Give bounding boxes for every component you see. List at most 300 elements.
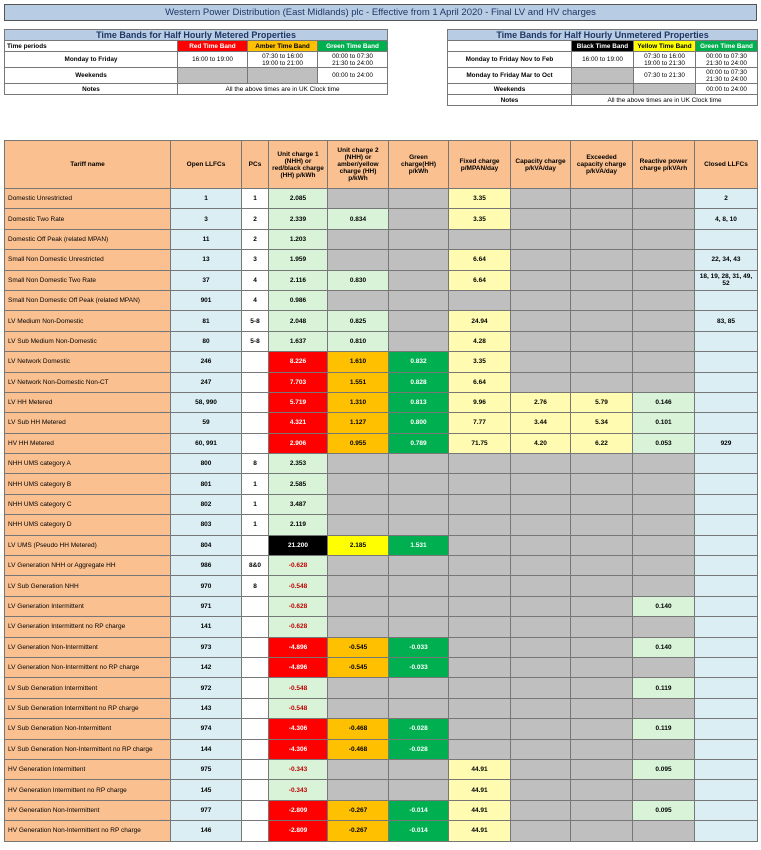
pcs-cell: [242, 800, 269, 820]
header-fixed-charge: Fixed charge p/MPAN/day: [449, 141, 511, 189]
black-band-label: Black Time Band: [572, 41, 634, 52]
reactive-power-cell: [633, 229, 695, 249]
unit-charge-2-cell: -0.267: [328, 821, 389, 841]
fixed-charge-cell: 6.64: [449, 250, 511, 270]
table-row: [5, 454, 758, 474]
green-charge-cell: [389, 270, 449, 290]
unit-charge-1-cell: -4.306: [269, 739, 328, 759]
header-closed-llfcs: Closed LLFCs: [695, 141, 758, 189]
unit-charge-1-cell: 0.986: [269, 290, 328, 310]
green-charge-cell: [389, 229, 449, 249]
header-open-llfcs: Open LLFCs: [171, 141, 242, 189]
unit-charge-1-cell: 8.226: [269, 352, 328, 372]
fixed-charge-cell: 9.96: [449, 392, 511, 412]
green-charge-cell: [389, 596, 449, 616]
fixed-charge-cell: [449, 556, 511, 576]
pcs-cell: 8&0: [242, 556, 269, 576]
hh-weekend-label: Weekends: [5, 68, 178, 84]
table-row: [5, 433, 758, 453]
open-llfc-cell: 1: [171, 189, 242, 209]
exceeded-capacity-cell: [571, 515, 633, 535]
green-charge-cell: 1.531: [389, 535, 449, 555]
capacity-charge-cell: [511, 209, 571, 229]
capacity-charge-cell: [511, 494, 571, 514]
fixed-charge-cell: [449, 229, 511, 249]
header-reactive-power: Reactive power charge p/kVArh: [633, 141, 695, 189]
table-row: [5, 780, 758, 800]
unit-charge-2-cell: [328, 576, 389, 596]
exceeded-capacity-cell: [571, 759, 633, 779]
tariff-name-cell: LV Generation Intermittent no RP charge: [5, 617, 171, 637]
hh-notes-text: All the above times are in UK Clock time: [178, 84, 388, 95]
um-time-bands-table: [447, 29, 758, 106]
capacity-charge-cell: [511, 800, 571, 820]
unit-charge-2-cell: 1.127: [328, 413, 389, 433]
unit-charge-2-cell: [328, 189, 389, 209]
unit-charge-1-cell: 2.906: [269, 433, 328, 453]
table-row: [5, 250, 758, 270]
pcs-cell: [242, 637, 269, 657]
open-llfc-cell: 970: [171, 576, 242, 596]
closed-llfc-cell: [695, 596, 758, 616]
fixed-charge-cell: [449, 454, 511, 474]
unit-charge-1-cell: -2.809: [269, 821, 328, 841]
green-band-label: Green Time Band: [318, 41, 388, 52]
closed-llfc-cell: [695, 800, 758, 820]
header-capacity-charge: Capacity charge p/kVA/day: [511, 141, 571, 189]
capacity-charge-cell: [511, 290, 571, 310]
unit-charge-1-cell: 3.487: [269, 494, 328, 514]
pcs-cell: 2: [242, 209, 269, 229]
reactive-power-cell: [633, 576, 695, 596]
pcs-cell: [242, 535, 269, 555]
unit-charge-1-cell: 2.585: [269, 474, 328, 494]
capacity-charge-cell: [511, 739, 571, 759]
tariff-name-cell: Domestic Unrestricted: [5, 189, 171, 209]
exceeded-capacity-cell: [571, 250, 633, 270]
closed-llfc-cell: 83, 85: [695, 311, 758, 331]
unit-charge-2-cell: -0.468: [328, 739, 389, 759]
capacity-charge-cell: [511, 596, 571, 616]
tariff-name-cell: LV Sub HH Metered: [5, 413, 171, 433]
closed-llfc-cell: [695, 229, 758, 249]
reactive-power-cell: [633, 372, 695, 392]
unit-charge-2-cell: 0.825: [328, 311, 389, 331]
capacity-charge-cell: [511, 515, 571, 535]
capacity-charge-cell: [511, 474, 571, 494]
unit-charge-2-cell: -0.545: [328, 637, 389, 657]
fixed-charge-cell: [449, 617, 511, 637]
tariff-name-cell: LV Sub Generation Intermittent no RP charge: [5, 698, 171, 718]
capacity-charge-cell: [511, 454, 571, 474]
open-llfc-cell: 973: [171, 637, 242, 657]
tariff-name-cell: LV Generation Intermittent: [5, 596, 171, 616]
exceeded-capacity-cell: [571, 474, 633, 494]
exceeded-capacity-cell: [571, 494, 633, 514]
reactive-power-cell: [633, 209, 695, 229]
closed-llfc-cell: [695, 454, 758, 474]
exceeded-capacity-cell: [571, 229, 633, 249]
tariff-name-cell: LV Medium Non-Domestic: [5, 311, 171, 331]
fixed-charge-cell: 3.35: [449, 352, 511, 372]
fixed-charge-cell: 44.91: [449, 780, 511, 800]
reactive-power-cell: [633, 739, 695, 759]
closed-llfc-cell: [695, 474, 758, 494]
pcs-cell: [242, 739, 269, 759]
exceeded-capacity-cell: [571, 189, 633, 209]
um-notes-text: All the above times are in UK Clock time: [572, 95, 758, 106]
pcs-cell: 1: [242, 474, 269, 494]
capacity-charge-cell: [511, 556, 571, 576]
exceeded-capacity-cell: [571, 719, 633, 739]
hh-weekday-red: 16:00 to 19:00: [178, 52, 248, 68]
table-row: [5, 290, 758, 310]
exceeded-capacity-cell: [571, 209, 633, 229]
pcs-cell: 2: [242, 229, 269, 249]
exceeded-capacity-cell: [571, 352, 633, 372]
um-notes-label: Notes: [448, 95, 572, 106]
exceeded-capacity-cell: [571, 617, 633, 637]
exceeded-capacity-cell: [571, 535, 633, 555]
closed-llfc-cell: [695, 678, 758, 698]
reactive-power-cell: [633, 290, 695, 310]
unit-charge-2-cell: [328, 290, 389, 310]
fixed-charge-cell: [449, 698, 511, 718]
pcs-cell: 8: [242, 454, 269, 474]
capacity-charge-cell: [511, 189, 571, 209]
unit-charge-1-cell: -0.548: [269, 698, 328, 718]
fixed-charge-cell: [449, 739, 511, 759]
header-green-charge: Green charge(HH) p/kWh: [389, 141, 449, 189]
exceeded-capacity-cell: [571, 270, 633, 290]
reactive-power-cell: [633, 780, 695, 800]
hh-weekend-green: 00:00 to 24:00: [318, 68, 388, 84]
exceeded-capacity-cell: [571, 678, 633, 698]
um-summer-label: Monday to Friday Mar to Oct: [448, 68, 572, 84]
capacity-charge-cell: 2.76: [511, 392, 571, 412]
open-llfc-cell: 58, 990: [171, 392, 242, 412]
um-summer-yellow: 07:30 to 21:30: [634, 68, 696, 84]
tariff-name-cell: NHH UMS category A: [5, 454, 171, 474]
exceeded-capacity-cell: 5.79: [571, 392, 633, 412]
table-row: [5, 678, 758, 698]
pcs-cell: 1: [242, 494, 269, 514]
reactive-power-cell: [633, 189, 695, 209]
green-charge-cell: [389, 780, 449, 800]
green-charge-cell: [389, 250, 449, 270]
um-winter-label: Monday to Friday Nov to Feb: [448, 52, 572, 68]
unit-charge-1-cell: -0.628: [269, 556, 328, 576]
tariff-table: [4, 140, 758, 842]
pcs-cell: [242, 596, 269, 616]
open-llfc-cell: 974: [171, 719, 242, 739]
capacity-charge-cell: [511, 352, 571, 372]
tariff-name-cell: LV Sub Generation Non-Intermittent no RP charge: [5, 739, 171, 759]
hh-bands-heading: Time Bands for Half Hourly Metered Properties: [5, 30, 388, 41]
green-charge-cell: [389, 209, 449, 229]
capacity-charge-cell: [511, 821, 571, 841]
capacity-charge-cell: [511, 229, 571, 249]
pcs-cell: [242, 617, 269, 637]
fixed-charge-cell: 4.28: [449, 331, 511, 351]
green-charge-cell: [389, 331, 449, 351]
tariff-name-cell: Domestic Off Peak (related MPAN): [5, 229, 171, 249]
capacity-charge-cell: [511, 372, 571, 392]
tariff-name-cell: NHH UMS category B: [5, 474, 171, 494]
capacity-charge-cell: [511, 780, 571, 800]
table-row: [5, 576, 758, 596]
reactive-power-cell: [633, 250, 695, 270]
um-weekend-green: 00:00 to 24:00: [696, 84, 758, 95]
pcs-cell: 1: [242, 515, 269, 535]
table-row: [5, 392, 758, 412]
unit-charge-1-cell: 1.637: [269, 331, 328, 351]
um-bands-heading: Time Bands for Half Hourly Unmetered Properties: [448, 30, 758, 41]
table-row: [5, 535, 758, 555]
unit-charge-2-cell: 1.551: [328, 372, 389, 392]
tariff-name-cell: HV Generation Non-Intermittent: [5, 800, 171, 820]
page-title: Western Power Distribution (East Midlands) plc - Effective from 1 April 2020 - Final LV and HV charges: [4, 4, 757, 21]
open-llfc-cell: 986: [171, 556, 242, 576]
fixed-charge-cell: 3.35: [449, 209, 511, 229]
pcs-cell: 5-8: [242, 331, 269, 351]
open-llfc-cell: 59: [171, 413, 242, 433]
hh-time-bands-table: [4, 29, 388, 95]
closed-llfc-cell: [695, 780, 758, 800]
table-row: [5, 596, 758, 616]
unit-charge-2-cell: 1.310: [328, 392, 389, 412]
open-llfc-cell: 146: [171, 821, 242, 841]
closed-llfc-cell: [695, 535, 758, 555]
exceeded-capacity-cell: [571, 698, 633, 718]
pcs-cell: [242, 413, 269, 433]
fixed-charge-cell: 6.64: [449, 372, 511, 392]
exceeded-capacity-cell: [571, 311, 633, 331]
exceeded-capacity-cell: 6.22: [571, 433, 633, 453]
capacity-charge-cell: [511, 657, 571, 677]
open-llfc-cell: 142: [171, 657, 242, 677]
green-charge-cell: [389, 515, 449, 535]
open-llfc-cell: 247: [171, 372, 242, 392]
open-llfc-cell: 81: [171, 311, 242, 331]
unit-charge-2-cell: -0.267: [328, 800, 389, 820]
exceeded-capacity-cell: [571, 331, 633, 351]
fixed-charge-cell: [449, 596, 511, 616]
pcs-cell: [242, 352, 269, 372]
unit-charge-1-cell: 2.085: [269, 189, 328, 209]
green-charge-cell: [389, 189, 449, 209]
unit-charge-2-cell: 2.185: [328, 535, 389, 555]
closed-llfc-cell: [695, 821, 758, 841]
closed-llfc-cell: 2: [695, 189, 758, 209]
closed-llfc-cell: [695, 392, 758, 412]
closed-llfc-cell: [695, 352, 758, 372]
pcs-cell: [242, 392, 269, 412]
reactive-power-cell: 0.095: [633, 759, 695, 779]
green-charge-cell: [389, 759, 449, 779]
tariff-name-cell: Small Non Domestic Two Rate: [5, 270, 171, 290]
um-winter-yellow: 07:30 to 16:00 19:00 to 21:30: [634, 52, 696, 68]
open-llfc-cell: 3: [171, 209, 242, 229]
pcs-cell: 3: [242, 250, 269, 270]
unit-charge-2-cell: [328, 596, 389, 616]
exceeded-capacity-cell: [571, 821, 633, 841]
open-llfc-cell: 975: [171, 759, 242, 779]
unit-charge-2-cell: 0.810: [328, 331, 389, 351]
unit-charge-1-cell: -4.306: [269, 719, 328, 739]
table-row: [5, 311, 758, 331]
capacity-charge-cell: [511, 331, 571, 351]
pcs-cell: [242, 433, 269, 453]
pcs-cell: [242, 780, 269, 800]
table-row: [5, 556, 758, 576]
green-charge-cell: 0.789: [389, 433, 449, 453]
unit-charge-1-cell: -2.809: [269, 800, 328, 820]
tariff-name-cell: LV Generation NHH or Aggregate HH: [5, 556, 171, 576]
unit-charge-1-cell: 4.321: [269, 413, 328, 433]
tariff-name-cell: LV Sub Generation Non-Intermittent: [5, 719, 171, 739]
hh-weekday-green: 00:00 to 07:30 21:30 to 24:00: [318, 52, 388, 68]
capacity-charge-cell: [511, 719, 571, 739]
closed-llfc-cell: [695, 759, 758, 779]
table-row: [5, 637, 758, 657]
capacity-charge-cell: 3.44: [511, 413, 571, 433]
reactive-power-cell: 0.119: [633, 719, 695, 739]
capacity-charge-cell: [511, 617, 571, 637]
unit-charge-2-cell: [328, 617, 389, 637]
capacity-charge-cell: [511, 270, 571, 290]
closed-llfc-cell: [695, 494, 758, 514]
pcs-cell: [242, 372, 269, 392]
fixed-charge-cell: [449, 657, 511, 677]
capacity-charge-cell: [511, 250, 571, 270]
unit-charge-2-cell: [328, 454, 389, 474]
exceeded-capacity-cell: [571, 596, 633, 616]
green-charge-cell: [389, 474, 449, 494]
tariff-name-cell: LV HH Metered: [5, 392, 171, 412]
unit-charge-1-cell: 5.719: [269, 392, 328, 412]
capacity-charge-cell: [511, 678, 571, 698]
tariff-name-cell: HV Generation Intermittent no RP charge: [5, 780, 171, 800]
um-weekend-yellow: [634, 84, 696, 95]
fixed-charge-cell: 71.75: [449, 433, 511, 453]
exceeded-capacity-cell: [571, 739, 633, 759]
closed-llfc-cell: [695, 556, 758, 576]
reactive-power-cell: [633, 494, 695, 514]
closed-llfc-cell: [695, 617, 758, 637]
open-llfc-cell: 141: [171, 617, 242, 637]
header-tariff-name: Tariff name: [5, 141, 171, 189]
unit-charge-2-cell: [328, 780, 389, 800]
fixed-charge-cell: [449, 535, 511, 555]
table-row: [5, 189, 758, 209]
um-summer-black: [572, 68, 634, 84]
pcs-cell: [242, 698, 269, 718]
reactive-power-cell: [633, 556, 695, 576]
closed-llfc-cell: 18, 19, 28, 31, 49, 52: [695, 270, 758, 290]
open-llfc-cell: 802: [171, 494, 242, 514]
reactive-power-cell: 0.140: [633, 637, 695, 657]
um-blank-header: [448, 41, 572, 52]
open-llfc-cell: 143: [171, 698, 242, 718]
exceeded-capacity-cell: 5.34: [571, 413, 633, 433]
open-llfc-cell: 971: [171, 596, 242, 616]
unit-charge-2-cell: -0.545: [328, 657, 389, 677]
closed-llfc-cell: 929: [695, 433, 758, 453]
closed-llfc-cell: [695, 331, 758, 351]
closed-llfc-cell: [695, 290, 758, 310]
closed-llfc-cell: [695, 637, 758, 657]
tariff-name-cell: HV Generation Intermittent: [5, 759, 171, 779]
um-winter-black: 16:00 to 19:00: [572, 52, 634, 68]
fixed-charge-cell: 44.91: [449, 800, 511, 820]
table-row: [5, 515, 758, 535]
reactive-power-cell: [633, 657, 695, 677]
reactive-power-cell: [633, 821, 695, 841]
reactive-power-cell: [633, 454, 695, 474]
open-llfc-cell: 144: [171, 739, 242, 759]
pcs-cell: 1: [242, 189, 269, 209]
fixed-charge-cell: [449, 576, 511, 596]
fixed-charge-cell: [449, 290, 511, 310]
open-llfc-cell: 11: [171, 229, 242, 249]
closed-llfc-cell: [695, 657, 758, 677]
reactive-power-cell: 0.095: [633, 800, 695, 820]
hh-weekday-label: Monday to Friday: [5, 52, 178, 68]
green-charge-cell: [389, 454, 449, 474]
closed-llfc-cell: [695, 719, 758, 739]
um-summer-green: 00:00 to 07:30 21:30 to 24:00: [696, 68, 758, 84]
pcs-cell: 4: [242, 290, 269, 310]
unit-charge-1-cell: -0.343: [269, 759, 328, 779]
unit-charge-2-cell: [328, 759, 389, 779]
tariff-name-cell: Small Non Domestic Off Peak (related MPAN): [5, 290, 171, 310]
reactive-power-cell: [633, 474, 695, 494]
fixed-charge-cell: [449, 637, 511, 657]
green-charge-cell: -0.028: [389, 739, 449, 759]
table-row: [5, 352, 758, 372]
green-charge-cell: [389, 494, 449, 514]
tariff-name-cell: LV Network Non-Domestic Non-CT: [5, 372, 171, 392]
um-weekend-label: Weekends: [448, 84, 572, 95]
tariff-name-cell: NHH UMS category D: [5, 515, 171, 535]
pcs-cell: [242, 657, 269, 677]
hh-weekend-red: [178, 68, 248, 84]
green-charge-cell: [389, 698, 449, 718]
green-charge-cell: 0.813: [389, 392, 449, 412]
unit-charge-2-cell: [328, 698, 389, 718]
unit-charge-2-cell: [328, 250, 389, 270]
um-winter-green: 00:00 to 07:30 21:30 to 24:00: [696, 52, 758, 68]
hh-notes-label: Notes: [5, 84, 178, 95]
unit-charge-2-cell: [328, 474, 389, 494]
exceeded-capacity-cell: [571, 637, 633, 657]
unit-charge-2-cell: [328, 494, 389, 514]
open-llfc-cell: 37: [171, 270, 242, 290]
closed-llfc-cell: 4, 8, 10: [695, 209, 758, 229]
capacity-charge-cell: [511, 311, 571, 331]
amber-band-label: Amber Time Band: [248, 41, 318, 52]
reactive-power-cell: [633, 698, 695, 718]
fixed-charge-cell: [449, 719, 511, 739]
green-charge-cell: [389, 576, 449, 596]
green-charge-cell: 0.832: [389, 352, 449, 372]
table-row: [5, 657, 758, 677]
unit-charge-1-cell: -0.343: [269, 780, 328, 800]
green-charge-cell: [389, 290, 449, 310]
unit-charge-1-cell: 1.203: [269, 229, 328, 249]
fixed-charge-cell: 44.91: [449, 821, 511, 841]
